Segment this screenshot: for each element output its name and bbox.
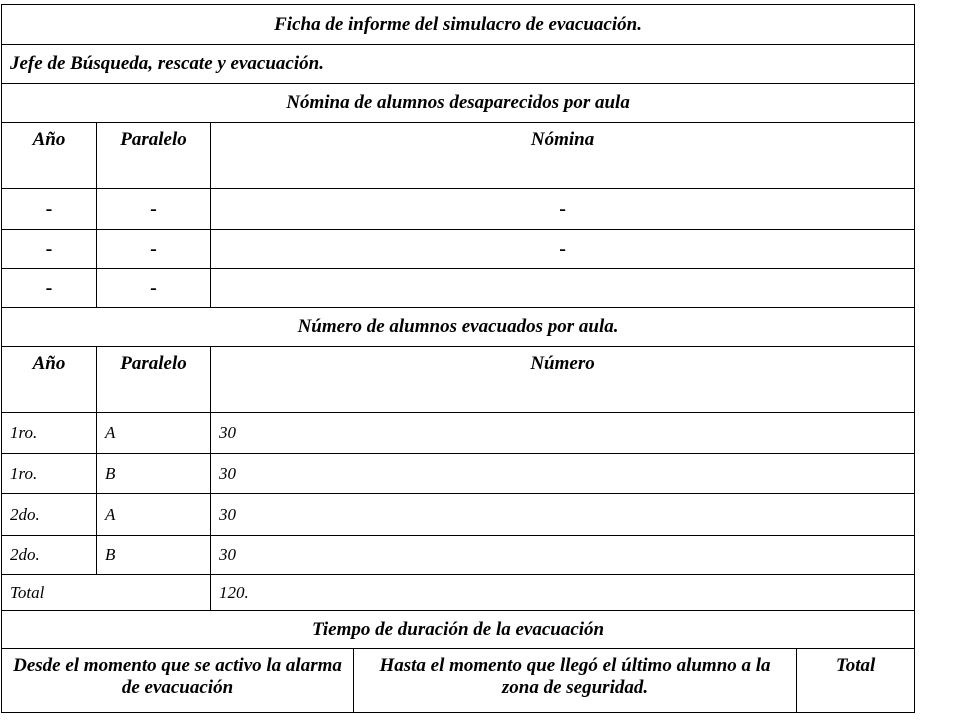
evacuated-row-4-parallel: B [97, 536, 211, 575]
missing-row-2-parallel: - [97, 230, 211, 269]
evacuated-row-2-number: 30 [211, 454, 915, 494]
evacuated-row [2, 494, 915, 536]
evacuated-row [2, 454, 915, 494]
evacuated-total-value: 120. [211, 575, 915, 611]
evacuated-col-parallel: Paralelo [97, 347, 211, 413]
duration-col-total: Total [797, 649, 915, 713]
missing-header-row [2, 123, 915, 189]
missing-col-year: Año [2, 123, 97, 189]
missing-row-3-list [211, 269, 915, 308]
missing-row-3-parallel: - [97, 269, 211, 308]
duration-col-end: Hasta el momento que llegó el último alumno a la zona de seguridad. [354, 649, 797, 713]
evacuated-col-number: Número [211, 347, 915, 413]
evacuated-header-row [2, 347, 915, 413]
missing-row-1-year: - [2, 189, 97, 230]
report-title: Ficha de informe del simulacro de evacuación. [2, 5, 915, 45]
duration-heading: Tiempo de duración de la evacuación [2, 611, 915, 649]
duration-col-start: Desde el momento que se activo la alarma de evacuación [2, 649, 354, 713]
missing-heading-row [2, 84, 915, 123]
duration-heading-row [2, 611, 915, 649]
evacuation-report-table [1, 4, 915, 713]
evacuated-row-4-number: 30 [211, 536, 915, 575]
missing-row-3-year: - [2, 269, 97, 308]
missing-row [2, 189, 915, 230]
evacuated-row [2, 413, 915, 454]
jefe-row [2, 45, 915, 84]
evacuated-row [2, 536, 915, 575]
evacuated-heading: Número de alumnos evacuados por aula. [2, 308, 915, 347]
missing-row-2-year: - [2, 230, 97, 269]
evacuated-total-row [2, 575, 915, 611]
title-row [2, 5, 915, 45]
evacuated-row-4-year: 2do. [2, 536, 97, 575]
evacuated-total-label: Total [2, 575, 211, 611]
missing-col-list: Nómina [211, 123, 915, 189]
evacuated-row-2-year: 1ro. [2, 454, 97, 494]
missing-col-parallel: Paralelo [97, 123, 211, 189]
evacuated-col-year: Año [2, 347, 97, 413]
evacuated-row-3-year: 2do. [2, 494, 97, 536]
evacuated-row-1-year: 1ro. [2, 413, 97, 454]
missing-row-1-list: - [211, 189, 915, 230]
duration-header-row [2, 649, 915, 713]
missing-row-1-parallel: - [97, 189, 211, 230]
evacuated-row-1-number: 30 [211, 413, 915, 454]
missing-row-2-list: - [211, 230, 915, 269]
missing-row [2, 230, 915, 269]
missing-row [2, 269, 915, 308]
evacuated-row-3-parallel: A [97, 494, 211, 536]
missing-heading: Nómina de alumnos desaparecidos por aula [2, 84, 915, 123]
evacuated-row-3-number: 30 [211, 494, 915, 536]
evacuated-row-2-parallel: B [97, 454, 211, 494]
jefe-label: Jefe de Búsqueda, rescate y evacuación. [2, 45, 915, 84]
evacuated-row-1-parallel: A [97, 413, 211, 454]
evacuated-heading-row [2, 308, 915, 347]
